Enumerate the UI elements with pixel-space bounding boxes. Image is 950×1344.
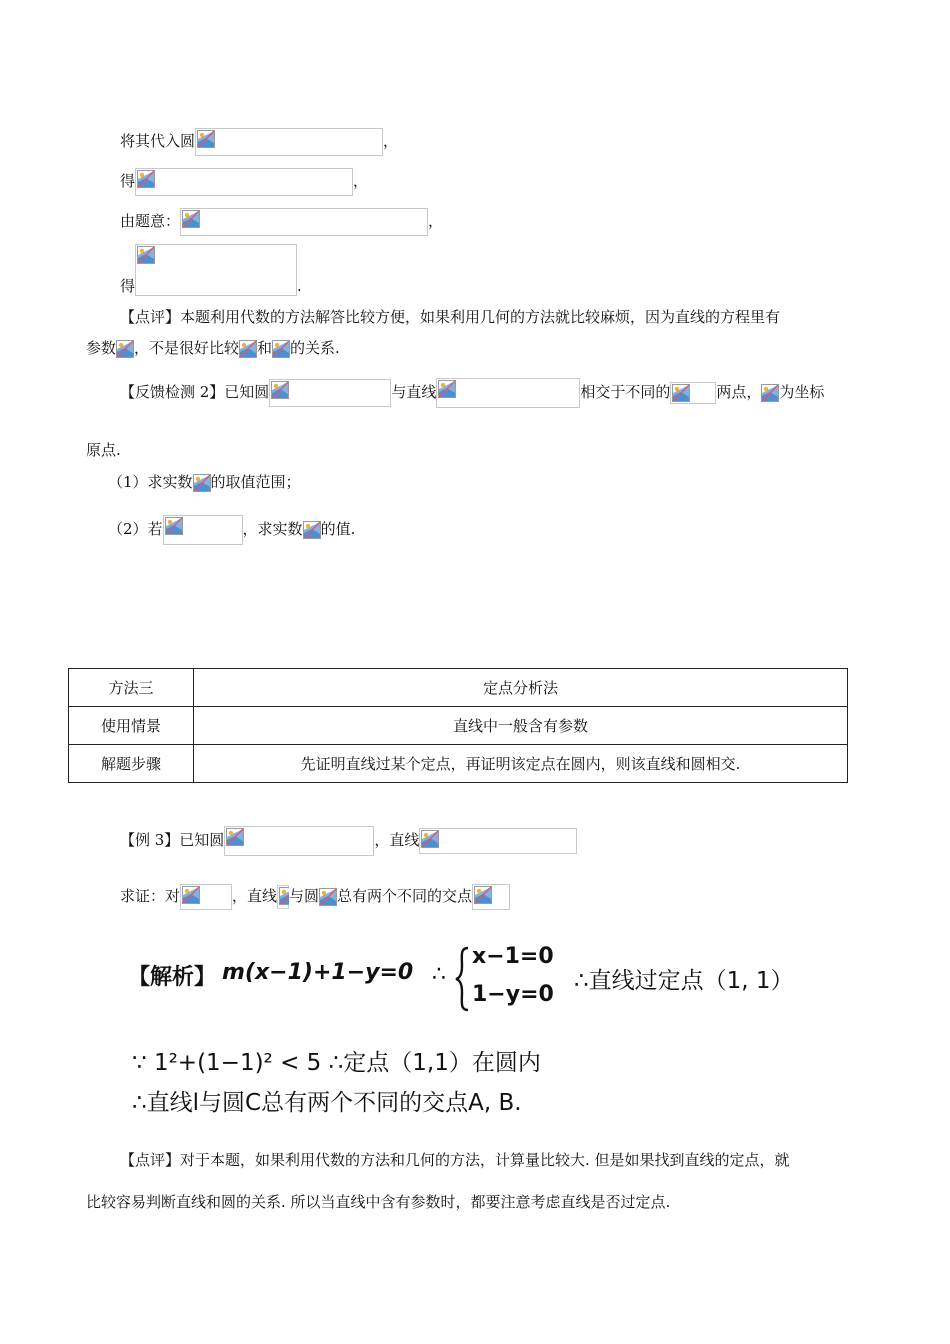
table-cell-value: 先证明直线过某个定点，再证明该定点在圆内，则该直线和圆相交. [194,745,848,783]
text: 相交于不同的 [580,383,671,401]
text: 将其代入圆 [120,132,196,150]
text: ，直线 [232,887,278,905]
analysis-because-line: ∵ 1²+(1−1)² < 5 ∴定点（1,1）在圆内 [132,1050,541,1076]
broken-image-icon [271,381,289,399]
text: ， [428,212,444,230]
text: ，求实数 [242,520,303,538]
broken-image-icon [193,474,211,492]
broken-image-icon [239,340,257,358]
formula-image-placeholder [436,378,580,408]
broken-image-icon [137,170,155,188]
broken-image-icon [303,521,321,539]
feedback-2-question-2 [108,515,355,545]
broken-image-icon [197,130,215,148]
formula-image-placeholder [135,244,297,296]
broken-image-icon [279,887,289,905]
review-text: 的关系. [290,339,340,357]
equation-line-1 [120,128,398,156]
broken-image-icon [761,384,779,402]
table-row [69,707,848,745]
analysis-tag: 【解析】 [128,965,217,990]
table-row [69,669,848,707]
text: （1）求实数 [108,473,193,491]
broken-image-icon [272,340,290,358]
text: 的值. [320,520,356,538]
review-tag: 【点评】 [120,1151,181,1169]
text: . [297,277,302,295]
table-cell-label: 方法三 [69,669,194,707]
formula-image-placeholder [180,884,232,910]
text: 得 [120,172,136,190]
text: 两点， [716,383,762,401]
broken-image-icon [226,828,244,846]
formula-image-placeholder [180,208,428,236]
broken-image-icon [137,246,155,264]
text: 【反馈检测 2】已知圆 [120,383,270,401]
left-brace [454,946,470,1012]
formula-image-placeholder [195,128,383,156]
therefore-symbol: ∴ [432,962,446,987]
text: 与圆 [289,887,320,905]
text: 为坐标 [779,383,825,401]
broken-image-icon [672,384,690,402]
system-equation-top: x−1=0 [472,944,554,969]
formula-image-placeholder [472,884,510,910]
review-2-line-b [86,1192,670,1212]
broken-image-icon [182,210,200,228]
feedback-2-question-1 [108,472,301,492]
text: （2）若 [108,520,163,538]
table-row [69,745,848,783]
broken-image-icon [116,340,134,358]
review-text: 和 [257,339,273,357]
equation-line-3 [120,208,443,236]
review-text: 对于本题，如果利用代数的方法和几何的方法，计算量比较大. 但是如果找到直线的定点，就 [180,1151,790,1169]
text: ， [353,172,369,190]
broken-image-icon [421,830,439,848]
feedback-2-line-a [120,378,824,408]
broken-image-icon [438,380,456,398]
example-3-line-b [120,884,510,910]
formula-image-placeholder [277,885,289,909]
formula-image-placeholder [419,828,577,854]
table-cell-value: 直线中一般含有参数 [194,707,848,745]
broken-image-icon [182,886,200,904]
text: 由题意： [120,212,181,230]
table-cell-value: 定点分析法 [194,669,848,707]
review-2-line-a [120,1150,790,1170]
review-text: ，不是很好比较 [134,339,240,357]
broken-image-icon [319,888,337,906]
review-text: 比较容易判断直线和圆的关系. 所以当直线中含有参数时，都要注意考虑直线是否过定点. [86,1193,671,1211]
analysis-equation: m(x−1)+1−y=0 [222,960,414,985]
system-equation-bottom: 1−y=0 [472,982,554,1007]
text: 原点. [86,441,121,459]
analysis-conclusion-2: ∴直线l与圆C总有两个不同的交点A, B. [132,1090,522,1116]
formula-image-placeholder [224,826,374,856]
broken-image-icon [165,517,183,535]
broken-image-icon [474,886,492,904]
equation-line-2 [120,168,368,196]
review-1-line-a [120,307,780,327]
text: ，直线 [374,831,420,849]
formula-image-placeholder [670,382,716,404]
table-cell-label: 使用情景 [69,707,194,745]
formula-image-placeholder [269,379,391,407]
text: 求证：对 [120,887,181,905]
text: 总有两个不同的交点 [337,887,473,905]
text: 的取值范围； [210,473,301,491]
analysis-conclusion-1: ∴直线过定点（1, 1） [574,968,794,994]
formula-image-placeholder [135,168,353,196]
method-table [68,668,848,783]
review-1-line-b [86,338,340,358]
equation-line-4 [120,244,302,296]
feedback-2-line-b [86,440,121,460]
text: ， [383,132,399,150]
formula-image-placeholder [163,515,243,545]
review-text: 参数 [86,339,117,357]
text: 与直线 [391,383,437,401]
review-tag: 【点评】 [120,308,181,326]
text: 得 [120,277,136,295]
review-text: 本题利用代数的方法解答比较方便，如果利用几何的方法就比较麻烦，因为直线的方程里有 [180,308,781,326]
table-cell-label: 解题步骤 [69,745,194,783]
example-3-line-a [120,826,577,856]
text: 【例 3】已知圆 [120,831,225,849]
